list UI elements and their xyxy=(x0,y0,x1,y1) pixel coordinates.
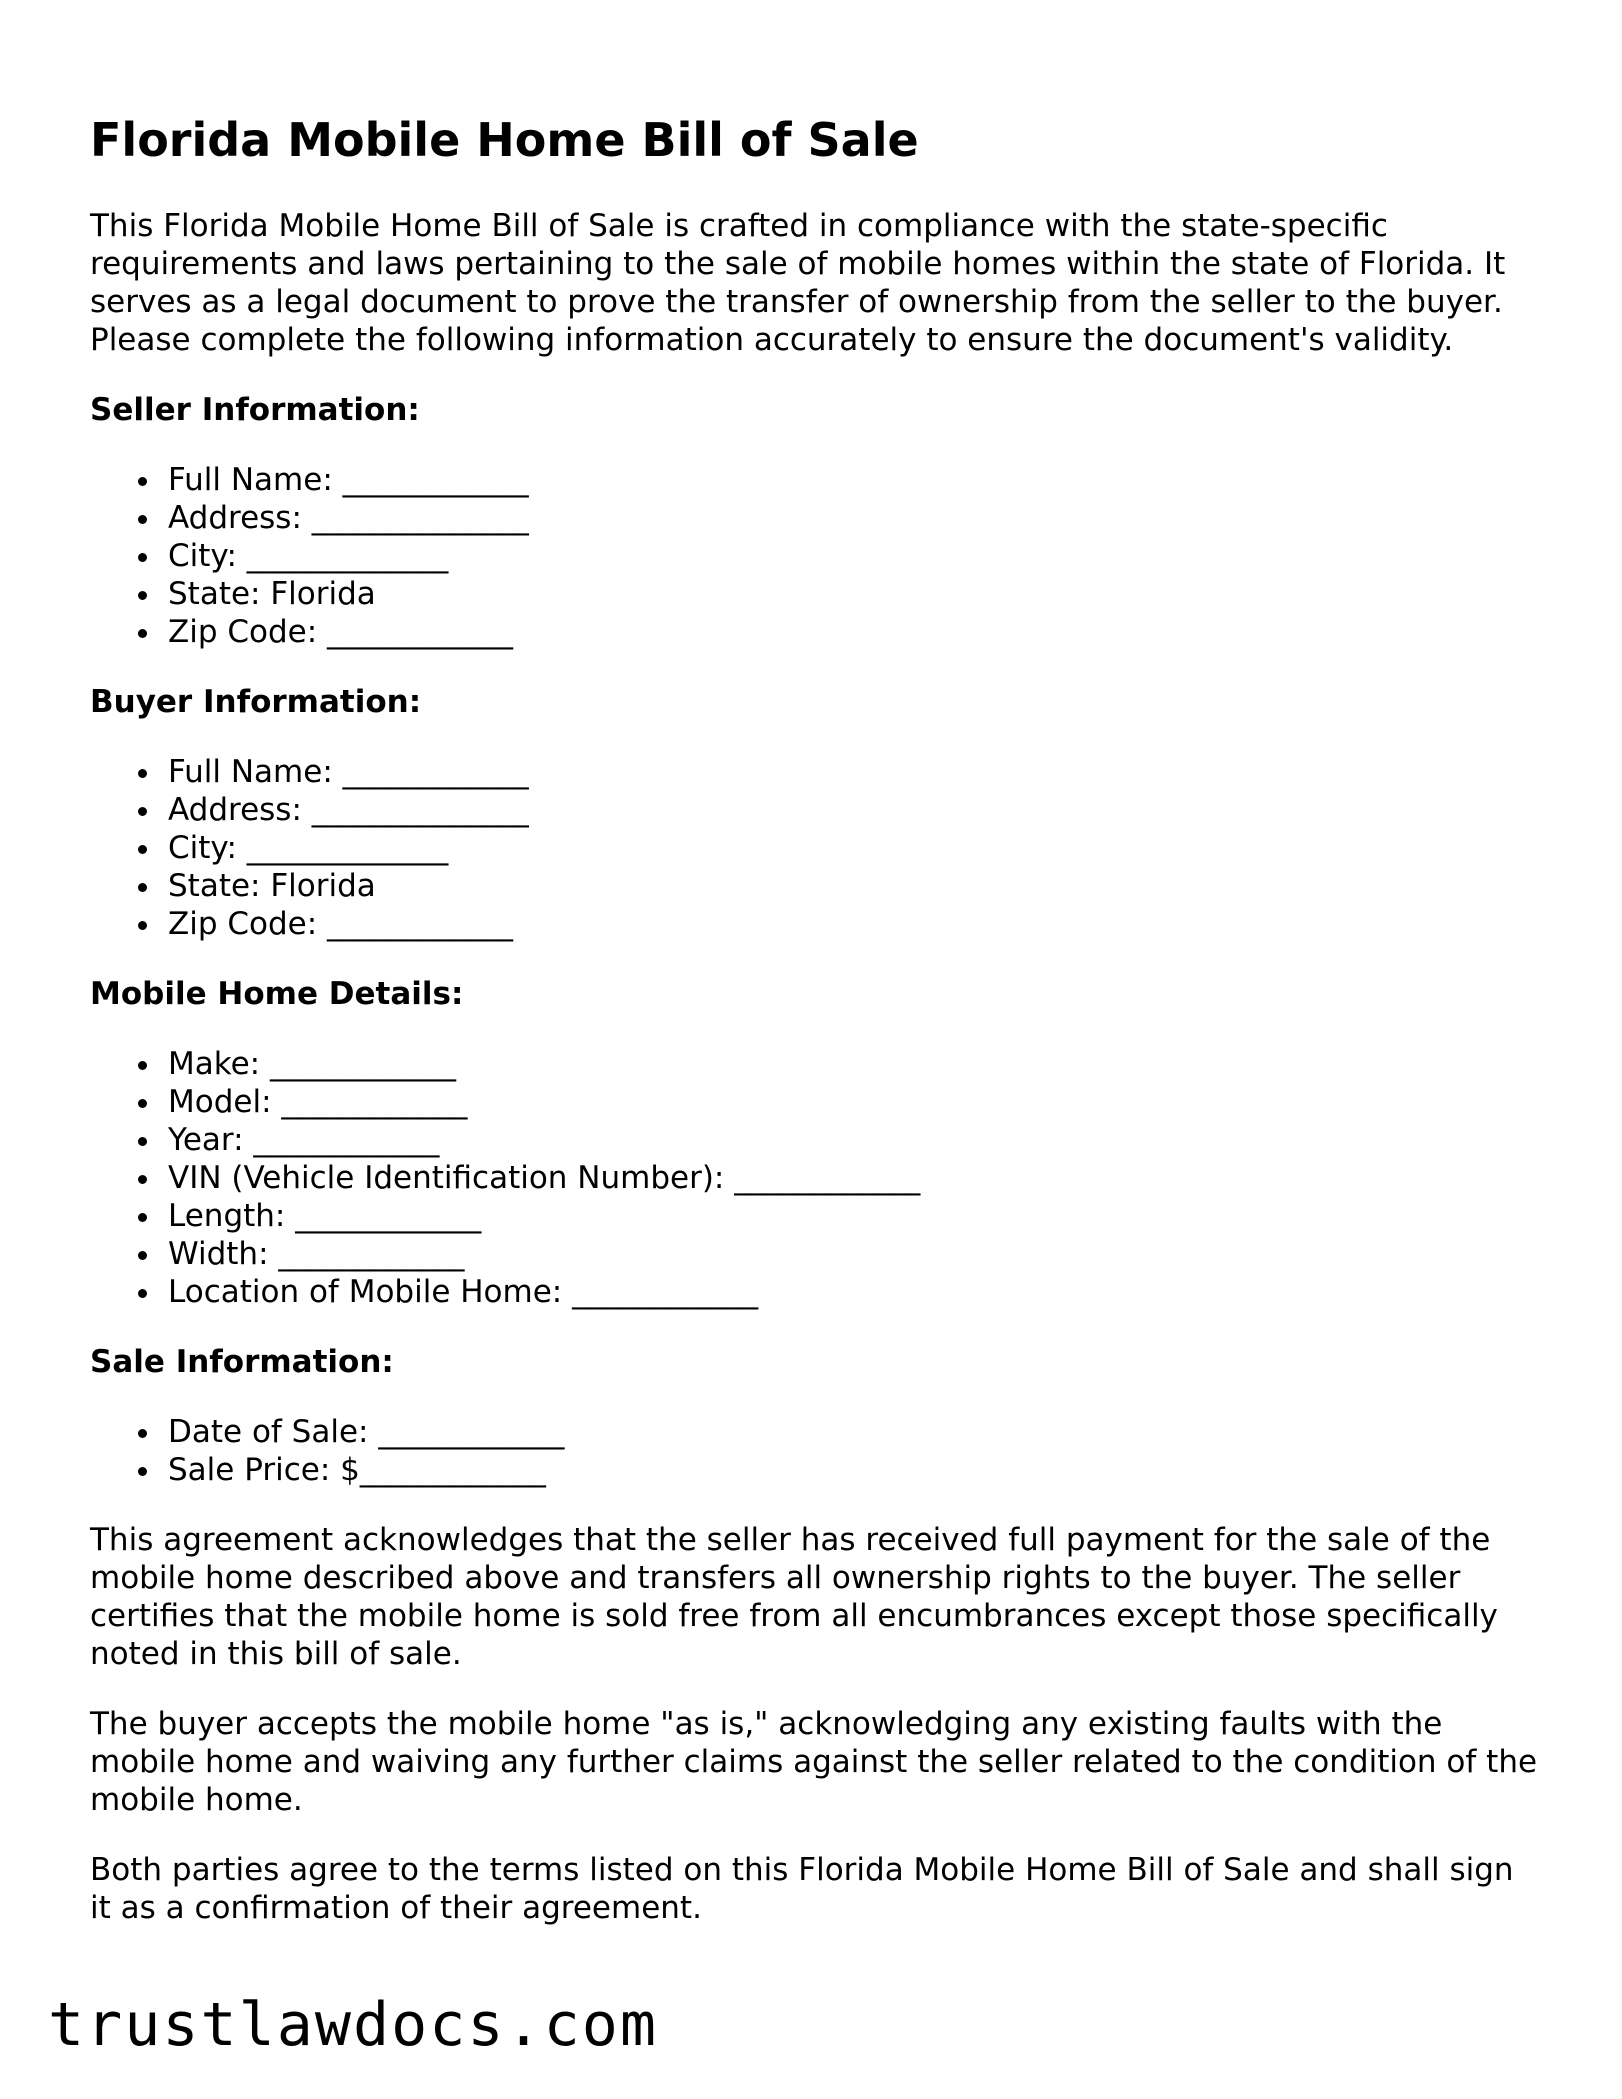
buyer-heading: Buyer Information: xyxy=(90,684,422,720)
mobile-home-heading: Mobile Home Details: xyxy=(90,976,464,1012)
seller-city: City: _____________ xyxy=(168,537,1540,575)
home-vin: VIN (Vehicle Identification Number): ____________ xyxy=(168,1159,1540,1197)
buyer-city: City: _____________ xyxy=(168,829,1540,867)
as-is-paragraph: The buyer accepts the mobile home "as is," acknowledging any existing faults with the mobile home and waiving any further claims against the seller related to the condition of the mobile home. xyxy=(90,1706,1538,1818)
intro-paragraph: This Florida Mobile Home Bill of Sale is crafted in compliance with the state-specific requirements and laws pertaining to the sale of mobile homes within the state of Florida. It serves as a legal document to prove the transfer of ownership from the seller to the buyer. Please complete the following information accurately to ensure the document's validity. xyxy=(90,208,1506,358)
buyer-zip-code: Zip Code: ____________ xyxy=(168,905,1540,943)
home-make: Make: ____________ xyxy=(168,1045,1540,1083)
sale-date: Date of Sale: ____________ xyxy=(168,1413,1540,1451)
sale-price: Sale Price: $____________ xyxy=(168,1451,1540,1489)
buyer-full-name: Full Name: ____________ xyxy=(168,753,1540,791)
buyer-list xyxy=(90,753,1540,943)
mobile-home-list xyxy=(90,1045,1540,1311)
watermark-text: trustlawdocs.com xyxy=(48,1990,658,2060)
seller-zip-code: Zip Code: ____________ xyxy=(168,613,1540,651)
agreement-paragraph: Both parties agree to the terms listed on this Florida Mobile Home Bill of Sale and shall sign it as a confirmation of their agreement. xyxy=(90,1852,1514,1926)
home-length: Length: ____________ xyxy=(168,1197,1540,1235)
sale-list xyxy=(90,1413,1540,1489)
home-width: Width: ____________ xyxy=(168,1235,1540,1273)
seller-address: Address: ______________ xyxy=(168,499,1540,537)
seller-state: State: Florida xyxy=(168,575,1540,613)
page-title: Florida Mobile Home Bill of Sale xyxy=(90,113,919,167)
document-page xyxy=(90,108,1540,1959)
seller-heading: Seller Information: xyxy=(90,392,420,428)
home-location: Location of Mobile Home: ____________ xyxy=(168,1273,1540,1311)
buyer-address: Address: ______________ xyxy=(168,791,1540,829)
seller-full-name: Full Name: ____________ xyxy=(168,461,1540,499)
home-year: Year: ____________ xyxy=(168,1121,1540,1159)
sale-heading: Sale Information: xyxy=(90,1344,394,1380)
buyer-state: State: Florida xyxy=(168,867,1540,905)
payment-acknowledgement-paragraph: This agreement acknowledges that the seller has received full payment for the sale of the mobile home described above and transfers all ownership rights to the buyer. The seller certifies that the mobile home is sold free from all encumbrances except those specifically noted in this bill of sale. xyxy=(90,1522,1498,1672)
seller-list xyxy=(90,461,1540,651)
home-model: Model: ____________ xyxy=(168,1083,1540,1121)
